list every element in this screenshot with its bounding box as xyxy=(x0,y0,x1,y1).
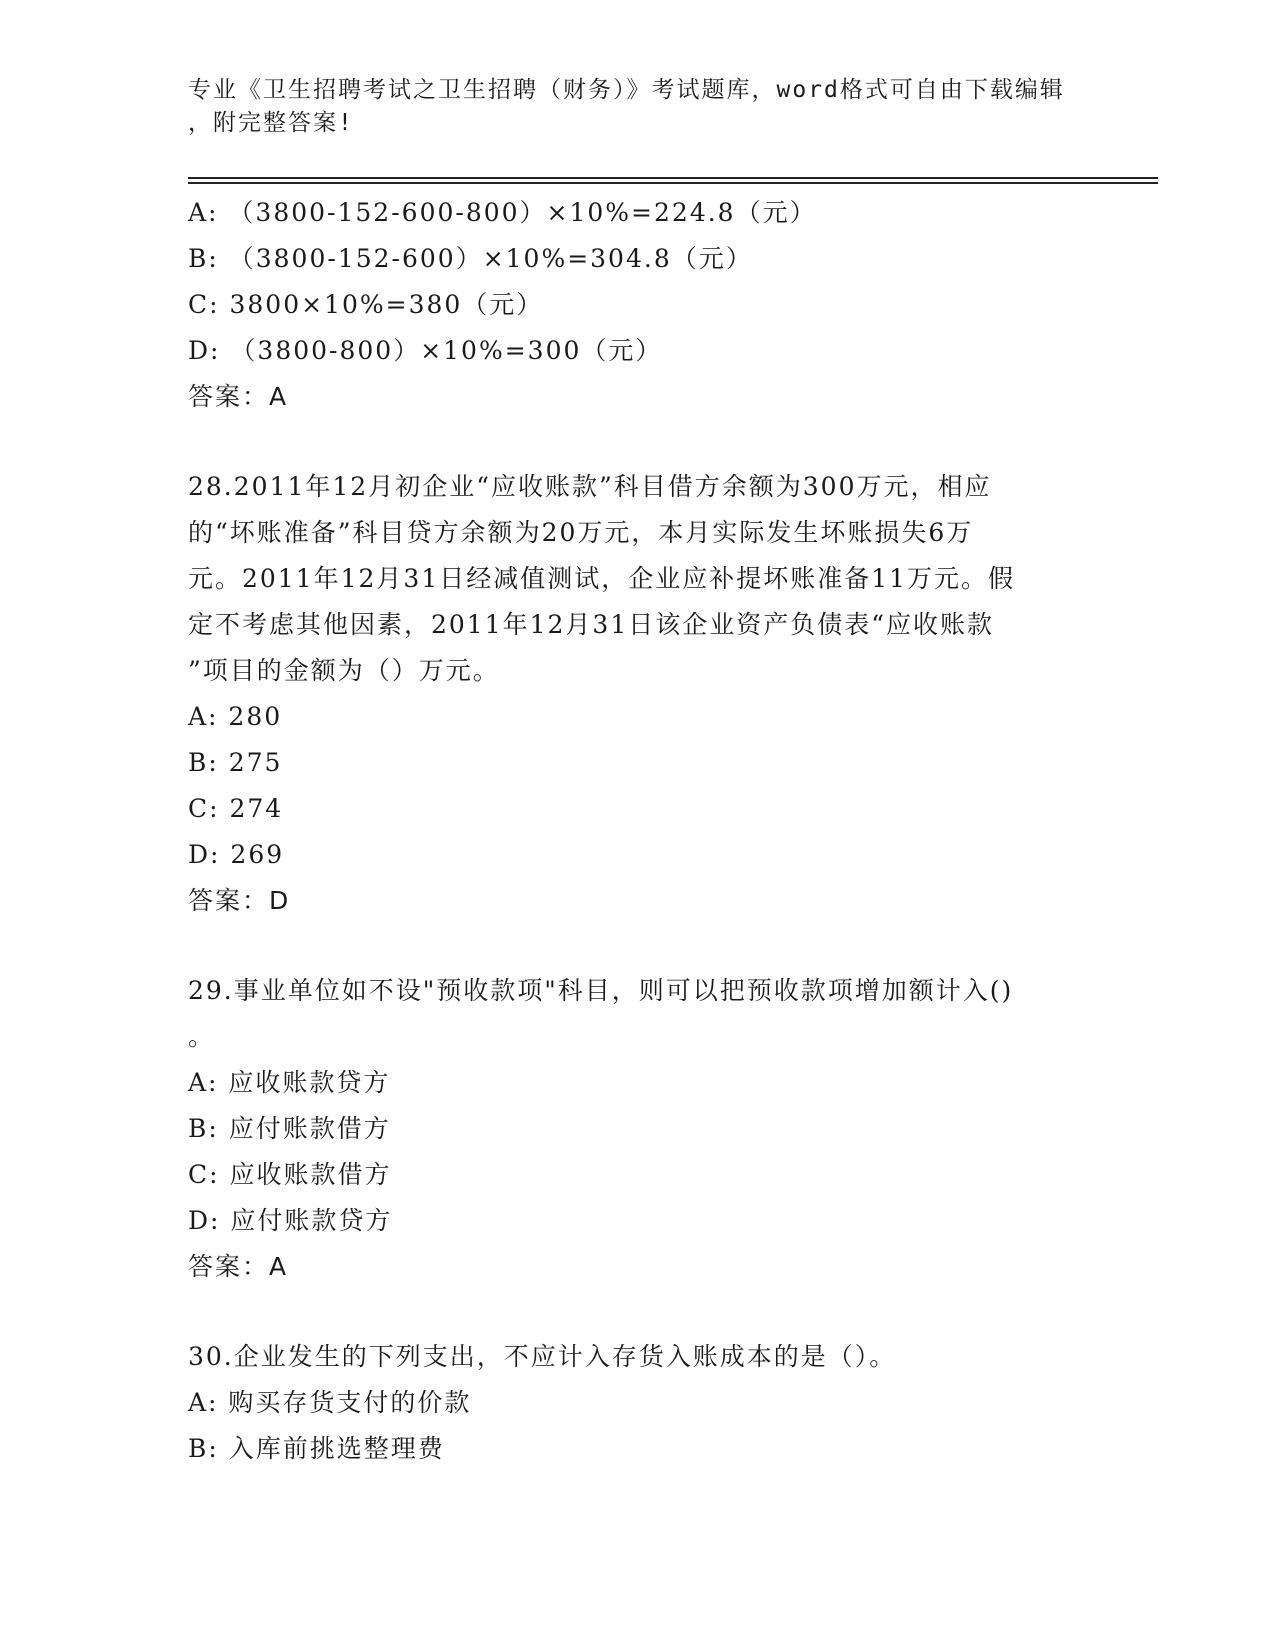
header-divider-bottom xyxy=(188,182,1158,184)
stem-line: ”项目的金额为（）万元。 xyxy=(188,656,500,685)
stem-line: 的“坏账准备”科目贷方余额为20万元，本月实际发生坏账损失6万 xyxy=(188,518,974,547)
option-a: A: （3800-152-600-800）×10%=224.8（元） xyxy=(188,198,817,227)
header-title-line2: ，附完整答案! xyxy=(188,110,354,136)
stem-line: 。 xyxy=(188,1022,216,1051)
stem-line: 定不考虑其他因素，2011年12月31日该企业资产负债表“应收账款 xyxy=(188,610,995,639)
option-c: C: 274 xyxy=(188,794,284,823)
header-title-line1: 专业《卫生招聘考试之卫生招聘（财务）》考试题库，word格式可自由下载编辑 xyxy=(188,77,1065,103)
header-divider-top xyxy=(188,177,1158,179)
option-b: B: （3800-152-600）×10%=304.8（元） xyxy=(188,244,753,273)
question-29 xyxy=(188,968,1088,1290)
option-d: D: 269 xyxy=(188,840,285,869)
option-b: B: 入库前挑选整理费 xyxy=(188,1434,445,1463)
spacer xyxy=(188,1290,1088,1334)
question-stem xyxy=(188,1334,1088,1380)
stem-line: 元。2011年12月31日经减值测试，企业应补提坏账准备11万元。假 xyxy=(188,564,1016,593)
question-stem xyxy=(188,968,1088,1060)
option-a: A: 应收账款贷方 xyxy=(188,1068,391,1097)
answer-label: 答案：D xyxy=(188,886,291,915)
question-30 xyxy=(188,1334,1088,1472)
spacer xyxy=(188,420,1088,464)
stem-line: 28.2011年12月初企业“应收账款”科目借方余额为300万元，相应 xyxy=(188,472,992,501)
answer-label: 答案：A xyxy=(188,1252,289,1281)
option-b: B: 应付账款借方 xyxy=(188,1114,391,1143)
question-stem xyxy=(188,464,1088,694)
spacer xyxy=(188,924,1088,968)
option-d: D: 应付账款贷方 xyxy=(188,1206,393,1235)
question-28 xyxy=(188,464,1088,924)
document-header xyxy=(188,74,1088,140)
option-d: D: （3800-800）×10%=300（元） xyxy=(188,336,663,365)
option-a: A: 购买存货支付的价款 xyxy=(188,1388,472,1417)
option-a: A: 280 xyxy=(188,702,283,731)
answer-label: 答案：A xyxy=(188,382,289,411)
option-c: C: 3800×10%=380（元） xyxy=(188,290,544,319)
option-c: C: 应收账款借方 xyxy=(188,1160,392,1189)
stem-line: 29.事业单位如不设"预收款项"科目，则可以把预收款项增加额计入() xyxy=(188,976,1014,1005)
stem-line: 30.企业发生的下列支出，不应计入存货入账成本的是（）。 xyxy=(188,1342,897,1371)
question-list xyxy=(188,190,1088,1472)
question-27 xyxy=(188,190,1088,420)
option-b: B: 275 xyxy=(188,748,283,777)
